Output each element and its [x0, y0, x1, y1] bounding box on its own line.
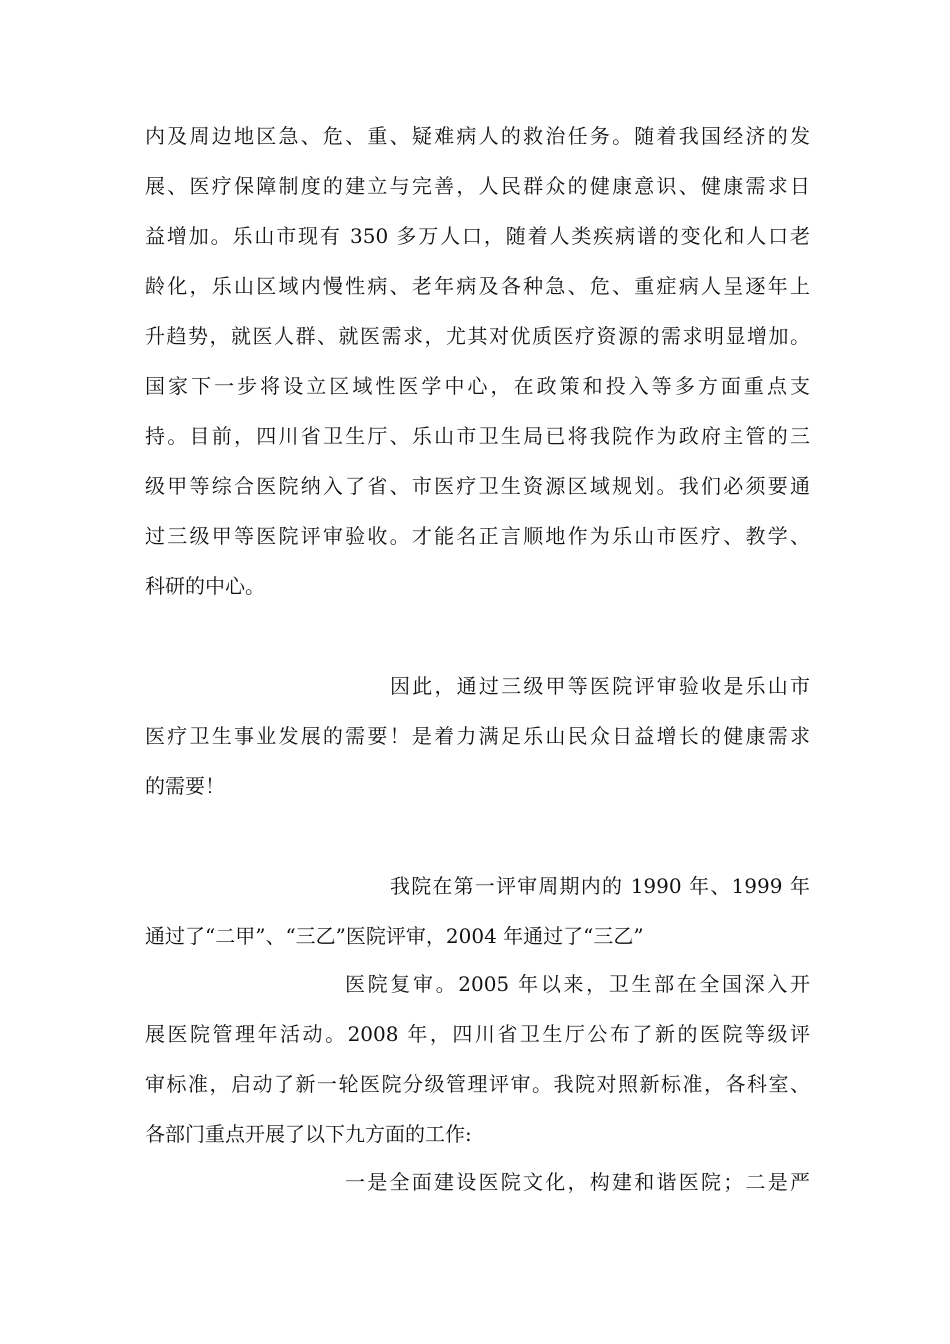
text-line: 审标准，启动了新一轮医院分级管理评审。我院对照新标准，各科室、	[145, 1072, 810, 1096]
text-line: 级甲等综合医院纳入了省、市医疗卫生资源区域规划。我们必须要通	[145, 474, 810, 498]
text-line: 内及周边地区急、危、重、疑难病人的救治任务。随着我国经济的发	[145, 124, 810, 148]
text-line: 展医院管理年活动。2008 年，四川省卫生厅公布了新的医院等级评	[145, 1022, 810, 1046]
text-line: 因此，通过三级甲等医院评审验收是乐山市	[390, 674, 810, 698]
text-line: 各部门重点开展了以下九方面的工作:	[145, 1122, 472, 1146]
text-line: 一是全面建设医院文化，构建和谐医院；二是严	[345, 1170, 810, 1194]
text-line: 益增加。乐山市现有 350 多万人口，随着人类疾病谱的变化和人口老	[145, 224, 810, 248]
text-line: 升趋势，就医人群、就医需求，尤其对优质医疗资源的需求明显增加。	[145, 324, 810, 348]
text-line: 的需要！	[145, 774, 225, 798]
text-line: 科研的中心。	[145, 574, 265, 598]
text-line: 医院复审。2005 年以来，卫生部在全国深入开	[345, 972, 810, 996]
text-line: 通过了“二甲”、“三乙”医院评审，2004 年通过了“三乙”	[145, 924, 644, 948]
text-line: 展、医疗保障制度的建立与完善，人民群众的健康意识、健康需求日	[145, 174, 810, 198]
text-line: 我院在第一评审周期内的 1990 年、1999 年	[390, 874, 810, 898]
text-line: 过三级甲等医院评审验收。才能名正言顺地作为乐山市医疗、教学、	[145, 524, 810, 548]
text-line: 国家下一步将设立区域性医学中心，在政策和投入等多方面重点支	[145, 374, 810, 398]
text-line: 持。目前，四川省卫生厅、乐山市卫生局已将我院作为政府主管的三	[145, 424, 810, 448]
text-line: 医疗卫生事业发展的需要！是着力满足乐山民众日益增长的健康需求	[145, 724, 810, 748]
text-line: 龄化，乐山区域内慢性病、老年病及各种急、危、重症病人呈逐年上	[145, 274, 810, 298]
